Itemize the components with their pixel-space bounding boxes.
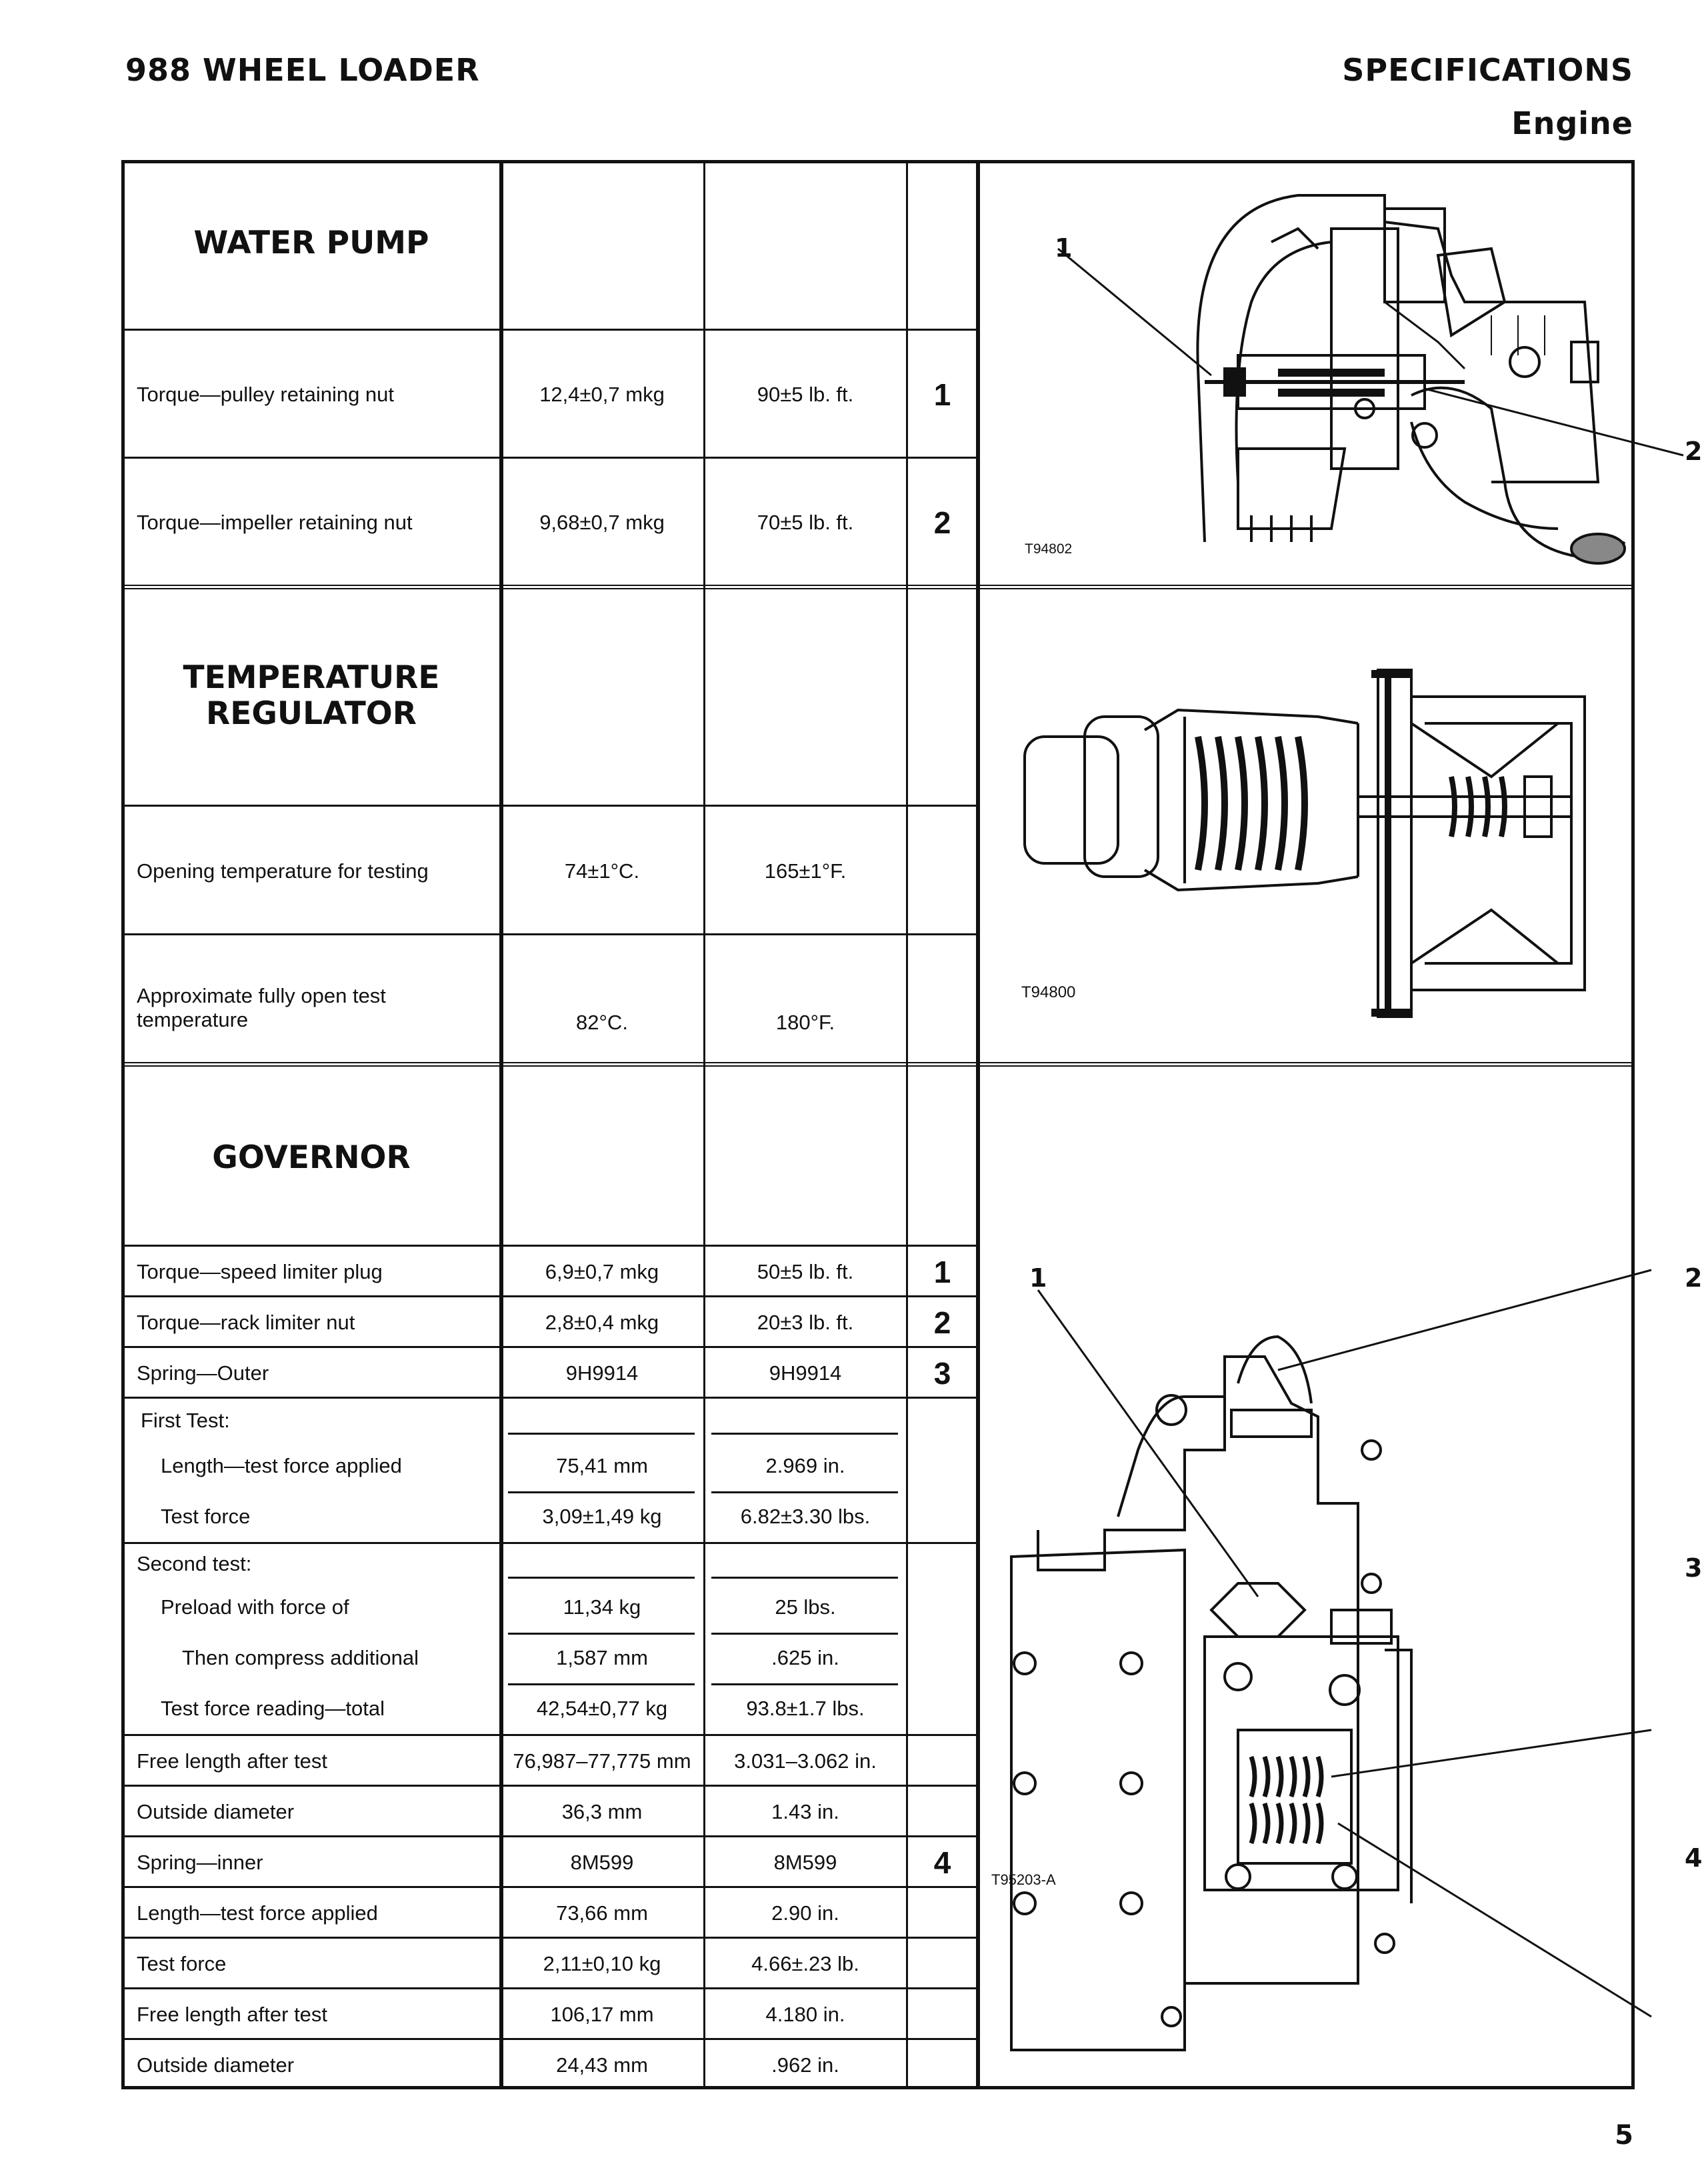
figure-code: T95203-A [991,1871,1056,1888]
callout-leader-line [1425,389,1683,455]
english-value: 165±1°F. [764,859,847,883]
temperature-regulator-diagram [985,643,1631,1043]
row-label: Torque—speed limiter plug [137,1260,383,1283]
row-label: Then compress additional [182,1646,419,1669]
row-label: Torque—impeller retaining nut [137,511,413,534]
callout-4: 4 [1685,1843,1702,1873]
table-row [125,1987,977,2040]
document-title: 988 WHEEL LOADER [125,52,480,88]
row-label: Length—test force applied [161,1454,402,1477]
english-value: 50±5 lb. ft. [757,1260,854,1283]
metric-value: 24,43 mm [556,2053,648,2077]
cell-divider [508,1433,695,1435]
english-value: 90±5 lb. ft. [757,383,854,406]
row-label: Free length after test [137,2003,328,2026]
row-label: Spring—Outer [137,1361,269,1385]
english-value: 25 lbs. [775,1595,836,1619]
table-row [125,1886,977,1939]
callout-1: 1 [1055,233,1073,263]
callout-leader-line [1338,1823,1651,2017]
row-label: Length—test force applied [137,1901,378,1925]
metric-value: 74±1°C. [564,859,640,883]
callout-3: 3 [1685,1553,1702,1583]
governor-heading: GOVERNOR [212,1139,411,1176]
metric-value: 9H9914 [565,1361,639,1385]
table-row [125,1491,977,1542]
row-label: Spring—inner [137,1851,263,1874]
table-row [125,933,977,1064]
callout-leader-line [1331,1730,1651,1777]
table-row [125,1397,977,1443]
table-row [125,805,977,935]
cell-divider [711,1433,898,1435]
english-value: 6.82±3.30 lbs. [740,1505,871,1528]
row-label: Test force [161,1505,251,1528]
row-label: Second test: [137,1552,252,1575]
callout-leader-line [1058,249,1211,375]
callout-2: 2 [1685,437,1702,466]
english-value: 2.969 in. [765,1454,845,1477]
english-value: 20±3 lb. ft. [757,1311,854,1334]
table-row [125,1633,977,1683]
row-label: Test force [137,1952,227,1975]
row-label: Preload with force of [161,1595,349,1619]
english-value: 180°F. [775,1011,835,1034]
table-row [125,1835,977,1888]
metric-value: 36,3 mm [561,1800,643,1823]
table-row [125,1937,977,1989]
cell-divider [508,1577,695,1579]
specifications-table [121,160,1702,2089]
metric-value: 1,587 mm [556,1646,648,1669]
reference-number [908,935,977,1064]
metric-value: 76,987–77,775 mm [513,1749,691,1773]
metric-value: 2,8±0,4 mkg [545,1311,659,1334]
reference-number [908,807,977,935]
callout-2: 2 [1685,1263,1702,1293]
english-value: 1.43 in. [771,1800,839,1823]
english-value: 3.031–3.062 in. [734,1749,877,1773]
english-value: 8M599 [773,1851,837,1874]
english-value: 2.90 in. [771,1901,839,1925]
governor-assembly-diagram [985,1250,1631,2050]
figure-code: T94800 [1021,983,1076,1001]
table-row [125,2038,977,2091]
row-label: Test force reading—total [161,1697,385,1720]
table-row [125,1346,977,1399]
page-number: 5 [1615,2120,1633,2151]
reference-number: 1 [933,1255,951,1289]
metric-value: 42,54±0,77 kg [536,1697,668,1720]
row-label: First Test: [141,1409,230,1432]
english-value: 9H9914 [769,1361,842,1385]
metric-value: 73,66 mm [556,1901,648,1925]
metric-value: 11,34 kg [563,1595,641,1619]
row-label: Torque—rack limiter nut [137,1311,355,1334]
row-label: Outside diameter [137,1800,295,1823]
table-row [125,1683,977,1734]
cell-divider [711,1577,898,1579]
callout-1: 1 [1029,1263,1047,1293]
table-row [125,457,977,587]
english-value: 4.180 in. [765,2003,845,2026]
metric-value: 12,4±0,7 mkg [539,383,665,406]
english-value: 70±5 lb. ft. [757,511,854,534]
reference-number: 4 [933,1845,951,1880]
row-label: Torque—pulley retaining nut [137,383,395,406]
section-title: SPECIFICATIONS [1342,52,1633,88]
metric-value: 2,11±0,10 kg [543,1952,661,1975]
temperature-regulator-heading [125,660,498,732]
reference-number: 2 [933,505,951,540]
table-row [125,1441,977,1491]
english-value: 93.8±1.7 lbs. [746,1697,865,1720]
row-label: Free length after test [137,1749,328,1773]
metric-value: 106,17 mm [550,2003,654,2026]
table-row [125,1245,977,1297]
english-value: .625 in. [771,1646,839,1669]
heading-line: TEMPERATURE [183,659,440,696]
table-row [125,1582,977,1633]
metric-value: 3,09±1,49 kg [542,1505,662,1528]
reference-number: 2 [933,1305,951,1340]
table-row [125,1734,977,1787]
callout-leader-line [1278,1270,1651,1370]
water-pump-heading: WATER PUMP [193,225,429,261]
reference-number: 3 [933,1356,951,1391]
row-label: Outside diameter [137,2053,295,2077]
english-value: .962 in. [771,2053,839,2077]
reference-number: 1 [933,377,951,412]
heading-line: REGULATOR [206,695,417,732]
metric-value: 82°C. [576,1011,628,1034]
table-row [125,329,977,459]
metric-value: 8M599 [570,1851,634,1874]
figure-code: T94802 [1025,541,1073,557]
english-value: 4.66±.23 lb. [751,1952,859,1975]
row-label: Approximate fully open test temperature [137,984,386,1031]
section-subtitle: Engine [1511,105,1633,141]
water-pump-cross-section-diagram [985,169,1631,582]
row-label: Opening temperature for testing [137,859,429,883]
metric-value: 6,9±0,7 mkg [545,1260,659,1283]
metric-value: 9,68±0,7 mkg [539,511,665,534]
table-row [125,1295,977,1348]
metric-value: 75,41 mm [556,1454,648,1477]
table-row [125,1785,977,1837]
